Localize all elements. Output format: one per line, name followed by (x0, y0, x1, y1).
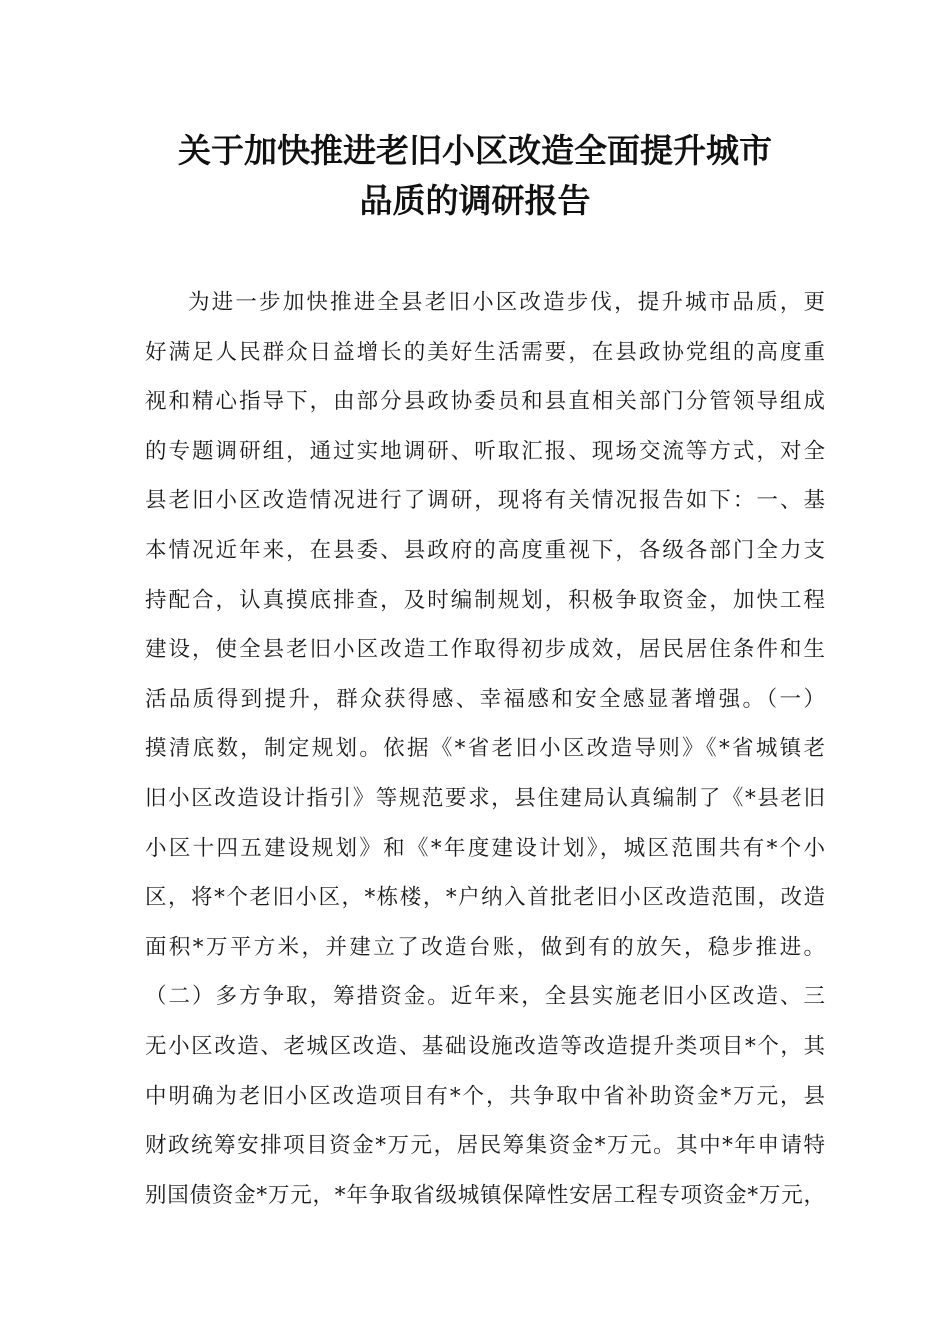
title-line-1: 关于加快推进老旧小区改造全面提升城市 (178, 131, 772, 170)
body-line: 别国债资金*万元，*年争取省级城镇保障性安居工程专项资金*万元， (145, 1182, 825, 1208)
body-line: 建设，使全县老旧小区改造工作取得初步成效，居民居住条件和生 (145, 637, 825, 663)
body-line: 本情况近年来，在县委、县政府的高度重视下，各级各部门全力支 (145, 537, 825, 563)
body-line: 无小区改造、老城区改造、基础设施改造等改造提升类项目*个，其 (145, 1033, 825, 1059)
body-line: （二）多方争取，筹措资金。近年来，全县实施老旧小区改造、三 (145, 984, 825, 1010)
body-line: 区，将*个老旧小区，*栋楼，*户纳入首批老旧小区改造范围，改造 (145, 885, 825, 911)
body-line: 持配合，认真摸底排查，及时编制规划，积极争取资金，加快工程 (145, 587, 825, 613)
body-line: 中明确为老旧小区改造项目有*个，共争取中省补助资金*万元，县 (145, 1083, 825, 1109)
body-line: 县老旧小区改造情况进行了调研，现将有关情况报告如下：一、基 (145, 488, 825, 514)
body-line: 面积*万平方米，并建立了改造台账，做到有的放矢，稳步推进。 (145, 934, 825, 960)
document-body (145, 278, 825, 1220)
body-line: 的专题调研组，通过实地调研、听取汇报、现场交流等方式，对全 (145, 438, 825, 464)
body-line: 小区十四五建设规划》和《*年度建设计划》，城区范围共有*个小 (145, 835, 825, 861)
body-line: 摸清底数，制定规划。依据《*省老旧小区改造导则》《*省城镇老 (145, 736, 825, 762)
body-line: 活品质得到提升，群众获得感、幸福感和安全感显著增强。（一） (145, 686, 825, 712)
document-title (100, 126, 850, 226)
body-line: 旧小区改造设计指引》等规范要求，县住建局认真编制了《*县老旧 (145, 785, 825, 811)
title-line-2: 品质的调研报告 (359, 181, 591, 220)
body-line: 财政统筹安排项目资金*万元，居民筹集资金*万元。其中*年申请特 (145, 1133, 825, 1159)
body-line: 视和精心指导下，由部分县政协委员和县直相关部门分管领导组成 (145, 389, 825, 415)
body-line: 好满足人民群众日益增长的美好生活需要，在县政协党组的高度重 (145, 339, 825, 365)
body-line: 为进一步加快推进全县老旧小区改造步伐，提升城市品质，更 (188, 290, 825, 315)
